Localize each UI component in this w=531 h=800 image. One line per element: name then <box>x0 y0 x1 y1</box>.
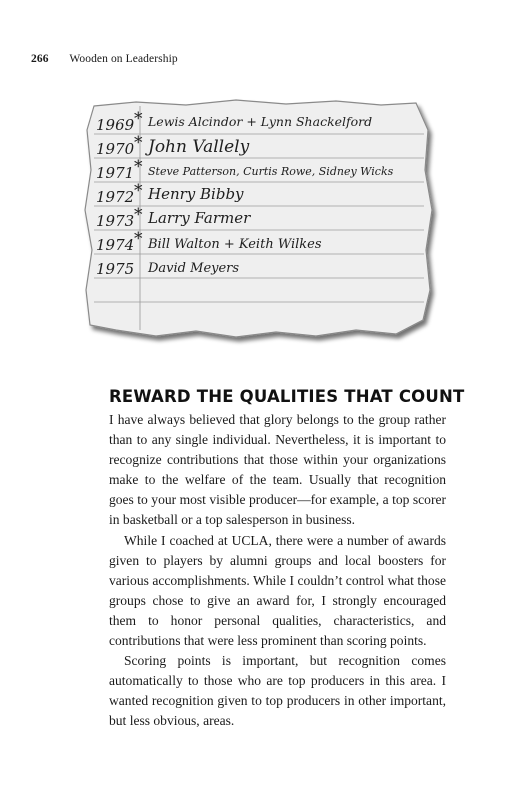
svg-text:*: * <box>134 181 143 201</box>
card-names-1971: Steve Patterson, Curtis Rowe, Sidney Wicks <box>148 165 394 178</box>
body-paragraph: Scoring points is important, but recognition comes automatically to those who are top producers in this area. I wanted recognition given to top producers in other important, but less obvious, areas. <box>109 653 446 729</box>
svg-text:*: * <box>134 205 143 225</box>
svg-text:*: * <box>134 157 143 177</box>
section-heading: REWARD THE QUALITIES THAT COUNT <box>109 387 465 406</box>
handwritten-card-photo <box>76 90 446 350</box>
card-year-1975: 1975 <box>96 260 135 278</box>
card-names-1975: David Meyers <box>148 261 240 276</box>
card-year-1969: 1969 <box>96 116 135 134</box>
card-names-1969: Lewis Alcindor + Lynn Shackelford <box>148 114 373 129</box>
card-names-1970: John Vallely <box>148 137 250 157</box>
card-year-1973: 1973 <box>96 212 135 230</box>
page-number: 266 <box>31 53 49 65</box>
svg-text:*: * <box>134 133 143 153</box>
card-names-1974: Bill Walton + Keith Wilkes <box>148 237 322 252</box>
card-year-1971: 1971 <box>96 164 135 182</box>
book-title: Wooden on Leadership <box>69 53 178 65</box>
card-year-1974: 1974 <box>96 236 135 254</box>
card-year-1972: 1972 <box>96 188 135 206</box>
running-head <box>31 53 178 65</box>
card-year-1970: 1970 <box>96 140 135 158</box>
body-paragraph: While I coached at UCLA, there were a number of awards given to players by alumni groups and local boosters for various accomplishments. While I couldn’t control what those groups chose to give an award for, I strongly encouraged them to honor personal qualities, characteristics, and contributions that were less prominent than scoring points. <box>109 532 446 649</box>
svg-text:*: * <box>134 229 143 249</box>
svg-text:*: * <box>134 109 143 129</box>
card-names-1972: Henry Bibby <box>148 185 244 203</box>
body-paragraph: I have always believed that glory belongs to the group rather than to any single individual. Nevertheless, it is important to recognize contributions that those within your organizations make to the welfare of the team. Usually that recognition goes to your most visible producer—for example, a top scorer in basketball or a top salesperson in business. <box>109 412 446 528</box>
body-text <box>109 410 446 732</box>
card-names-1973: Larry Farmer <box>148 209 251 227</box>
